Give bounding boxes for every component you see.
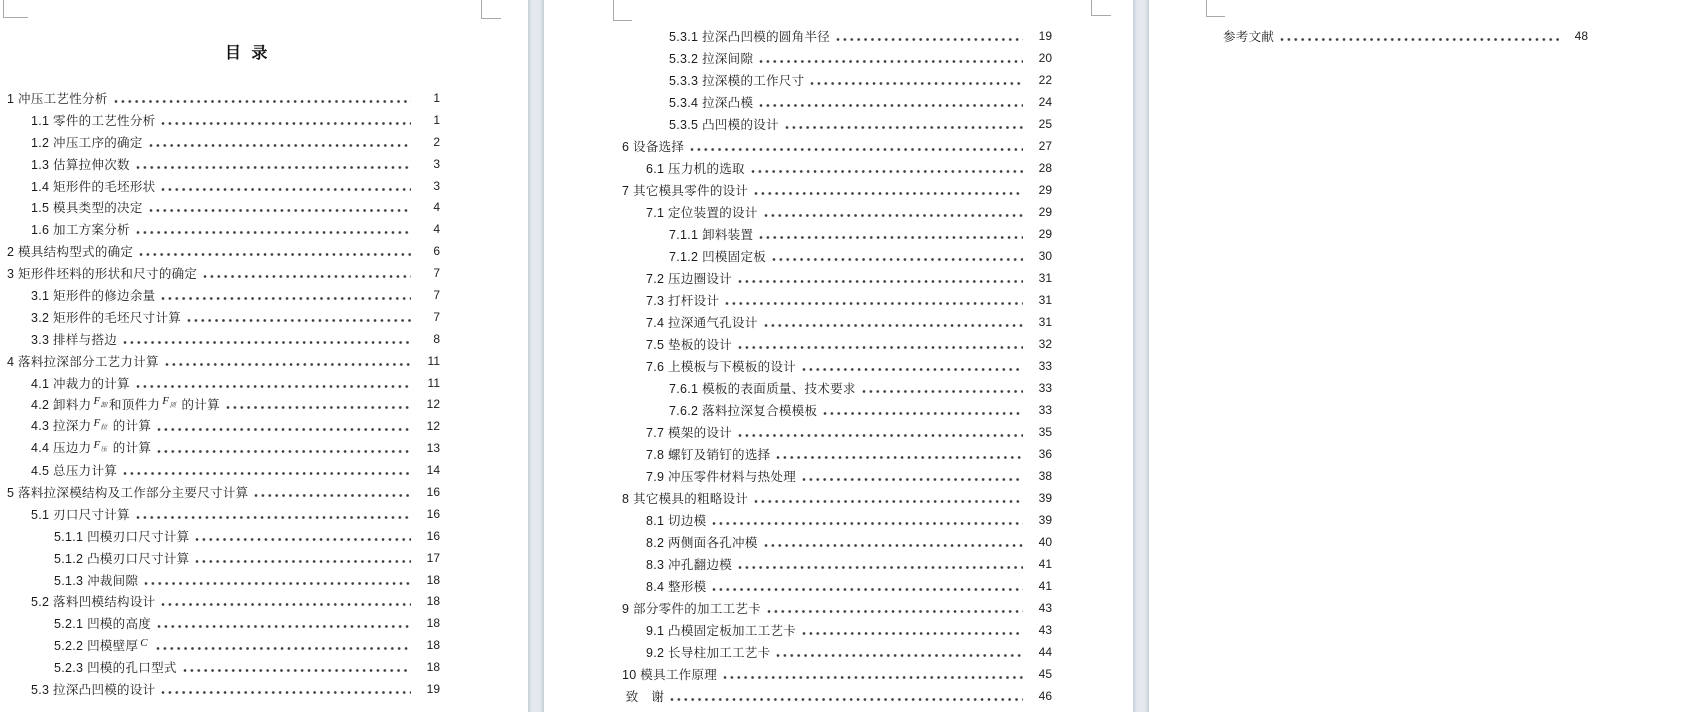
- toc-entry[interactable]: [622, 91, 1052, 113]
- toc-entry[interactable]: [622, 25, 1052, 47]
- toc-entry-page-number: 3: [433, 156, 440, 171]
- toc-entry-page-number: 27: [1038, 139, 1052, 153]
- toc-entry-page-number: 11: [427, 353, 440, 368]
- toc-leader-dots: [801, 619, 1023, 641]
- toc-entry[interactable]: [7, 109, 440, 131]
- toc-entry-label: 5.1.2 凸模刃口尺寸计算: [54, 551, 190, 566]
- toc-entry-label: 7.9 冲压零件材料与热处理: [646, 470, 797, 484]
- toc-entry-page-number: 18: [426, 660, 440, 675]
- toc-entry-label: 4.2 卸料力 $F_卸$ 和顶件力 $F_顶$ 的计算: [31, 395, 220, 412]
- toc-entry-label: 7.4 拉深通气孔设计: [646, 316, 758, 330]
- toc-entry-label: 5.3.5 凸凹模的设计: [669, 118, 779, 132]
- toc-entry-label: 1.5 模具类型的决定: [31, 201, 143, 216]
- toc-leader-dots: [138, 240, 411, 262]
- toc-entry[interactable]: [7, 459, 440, 481]
- text-boundary-mark: [613, 0, 632, 21]
- formula-variable: $F_压$: [93, 438, 107, 454]
- toc-leader-dots: [737, 421, 1023, 443]
- toc-entry[interactable]: [7, 547, 440, 569]
- toc-entry-label: 9 部分零件的加工工艺卡: [622, 602, 762, 616]
- toc-entry-page-number: 31: [1038, 271, 1052, 285]
- toc-entry-page-number: 1: [433, 112, 440, 127]
- text-boundary-mark: [1206, 0, 1225, 17]
- document-page-2: [544, 0, 1133, 712]
- toc-entry[interactable]: [622, 289, 1052, 311]
- toc-leader-dots: [771, 245, 1023, 267]
- toc-entry-page-number: 11: [427, 375, 440, 390]
- toc-entry[interactable]: [7, 284, 440, 306]
- toc-entry[interactable]: [622, 509, 1052, 531]
- toc-entry[interactable]: [622, 487, 1052, 509]
- toc-leader-dots: [775, 443, 1023, 465]
- toc-entry-page-number: 39: [1038, 491, 1052, 505]
- toc-entry-label: 7.7 模架的设计: [646, 426, 733, 440]
- toc-entry-page-number: 18: [426, 594, 440, 609]
- toc-entry[interactable]: [622, 553, 1052, 575]
- toc-entry[interactable]: [622, 245, 1052, 267]
- toc-entry-label: 7 其它模具零件的设计: [622, 184, 749, 198]
- toc-entry-label: 7.8 螺钉及销钉的选择: [646, 448, 771, 462]
- toc-entry[interactable]: [622, 663, 1052, 685]
- toc-entry-label: 7.3 打杆设计: [646, 294, 720, 308]
- toc-entry-label: 1 冲压工艺性分析: [7, 91, 108, 106]
- toc-entry[interactable]: [7, 306, 440, 328]
- toc-entry-label: 7.6.1 模板的表面质量、技术要求: [669, 382, 856, 396]
- toc-leader-dots: [148, 131, 411, 153]
- toc-entry-page-number: 7: [433, 309, 440, 324]
- toc-entry-page-number: 4: [433, 222, 440, 237]
- toc-entry-label: 2 模具结构型式的确定: [7, 245, 134, 260]
- formula-variable: $F_顶$: [162, 395, 176, 410]
- toc-leader-dots: [148, 196, 411, 218]
- toc-entry[interactable]: [7, 196, 440, 218]
- toc-leader-dots: [253, 481, 411, 503]
- toc-entry[interactable]: [622, 135, 1052, 157]
- toc-entry-label: 5.2 落料凹模结构设计: [31, 595, 156, 610]
- toc-entry-label: 1.3 估算拉伸次数: [31, 157, 130, 172]
- toc-leader-dots: [135, 503, 411, 525]
- toc-entry-label: 3.3 排样与搭边: [31, 332, 118, 347]
- toc-entry-page-number: 16: [426, 506, 440, 521]
- toc-entry[interactable]: [7, 262, 440, 284]
- toc-entry-page-number: 7: [433, 266, 440, 281]
- toc-entry[interactable]: [622, 619, 1052, 641]
- toc-entry-label: 4.4 压边力 $F_压$ 的计算: [31, 438, 152, 456]
- toc-leader-dots: [809, 69, 1023, 91]
- toc-leader-dots: [186, 306, 411, 328]
- toc-leader-dots: [194, 547, 411, 569]
- toc-entry-label: 1.6 加工方案分析: [31, 223, 130, 238]
- toc-entry[interactable]: [622, 575, 1052, 597]
- toc-entry-page-number: 4: [433, 200, 440, 215]
- formula-variable: $F_卸$: [93, 395, 107, 410]
- toc-leader-dots: [160, 109, 411, 131]
- toc-entry-label: 4.5 总压力计算: [31, 464, 118, 479]
- toc-entry[interactable]: [7, 218, 440, 240]
- toc-entry-page-number: 33: [1038, 403, 1052, 417]
- text-boundary-mark: [1091, 0, 1111, 16]
- toc-entry[interactable]: [622, 531, 1052, 553]
- toc-list-page-1: [7, 87, 440, 700]
- toc-entry-page-number: 45: [1038, 667, 1052, 681]
- toc-entry[interactable]: [7, 153, 440, 175]
- toc-entry[interactable]: [7, 240, 440, 262]
- toc-entry-label: 5.2.2 凹模壁厚 C: [54, 636, 148, 654]
- toc-entry-label: 5.1 刃口尺寸计算: [31, 507, 130, 522]
- toc-entry-label: 6.1 压力机的选取: [646, 162, 745, 176]
- toc-leader-dots: [763, 201, 1023, 223]
- toc-entry-label: 7.5 垫板的设计: [646, 338, 733, 352]
- toc-entry-label: 1.1 零件的工艺性分析: [31, 113, 156, 128]
- toc-entry-page-number: 16: [426, 528, 440, 543]
- toc-entry-label: 5.3.3 拉深模的工作尺寸: [669, 74, 805, 88]
- toc-entry[interactable]: [7, 175, 440, 197]
- toc-entry[interactable]: [7, 612, 440, 634]
- toc-entry-page-number: 38: [1038, 469, 1052, 483]
- toc-leader-dots: [822, 399, 1023, 421]
- toc-entry-page-number: 41: [1038, 579, 1052, 593]
- toc-entry-page-number: 12: [426, 419, 440, 434]
- toc-leader-dots: [737, 553, 1023, 575]
- toc-leader-dots: [122, 459, 411, 481]
- toc-leader-dots: [156, 612, 411, 634]
- toc-entry-label: 1.2 冲压工序的确定: [31, 135, 143, 150]
- toc-leader-dots: [135, 372, 411, 394]
- toc-entry-page-number: 30: [1038, 249, 1052, 263]
- toc-leader-dots: [711, 509, 1023, 531]
- toc-entry[interactable]: [622, 179, 1052, 201]
- toc-entry-page-number: 43: [1038, 623, 1052, 637]
- toc-entry[interactable]: [622, 201, 1052, 223]
- toc-entry-page-number: 18: [426, 616, 440, 631]
- toc-leader-dots: [156, 437, 411, 459]
- toc-entry-label: 参考文献: [1223, 30, 1275, 44]
- toc-leader-dots: [763, 311, 1023, 333]
- toc-entry-label: 致 谢: [622, 690, 665, 704]
- toc-entry-page-number: 35: [1038, 425, 1052, 439]
- toc-leader-dots: [758, 47, 1023, 69]
- toc-entry[interactable]: [7, 503, 440, 525]
- toc-entry-page-number: 8: [433, 331, 440, 346]
- toc-entry-label: 7.2 压边圈设计: [646, 272, 733, 286]
- toc-leader-dots: [724, 289, 1023, 311]
- toc-leader-dots: [753, 487, 1023, 509]
- formula-variable: $F_拉$: [93, 416, 107, 432]
- toc-entry-label: 5 落料拉深模结构及工作部分主要尺寸计算: [7, 485, 249, 500]
- toc-leader-dots: [753, 179, 1023, 201]
- toc-leader-dots: [202, 262, 411, 284]
- toc-entry[interactable]: [1223, 25, 1588, 47]
- text-boundary-mark: [3, 0, 28, 18]
- toc-entry-page-number: 24: [1038, 95, 1052, 109]
- toc-entry[interactable]: [622, 597, 1052, 619]
- toc-entry-label: 9.2 长导柱加工工艺卡: [646, 646, 771, 660]
- toc-entry-label: 7.1 定位装置的设计: [646, 206, 758, 220]
- toc-entry-page-number: 18: [426, 572, 440, 587]
- toc-entry-page-number: 46: [1038, 689, 1052, 703]
- toc-entry[interactable]: [622, 47, 1052, 69]
- toc-leader-dots: [763, 531, 1023, 553]
- toc-entry-label: 8.3 冲孔翻边模: [646, 558, 733, 572]
- toc-entry-page-number: 31: [1038, 315, 1052, 329]
- toc-leader-dots: [135, 218, 411, 240]
- toc-entry[interactable]: [622, 267, 1052, 289]
- toc-entry[interactable]: [7, 131, 440, 153]
- toc-entry-page-number: 13: [426, 441, 440, 456]
- document-page-3: [1149, 0, 1696, 712]
- toc-entry-label: 8.1 切边模: [646, 514, 707, 528]
- toc-leader-dots: [156, 415, 411, 437]
- toc-entry-label: 5.2.3 凹模的孔口型式: [54, 661, 177, 676]
- toc-entry[interactable]: [622, 113, 1052, 135]
- toc-entry[interactable]: [7, 634, 440, 656]
- toc-entry-page-number: 22: [1038, 73, 1052, 87]
- toc-entry-page-number: 32: [1038, 337, 1052, 351]
- toc-leader-dots: [225, 393, 411, 415]
- toc-entry-label: 7.6 上模板与下模板的设计: [646, 360, 797, 374]
- toc-leader-dots: [835, 25, 1023, 47]
- toc-entry-page-number: 3: [433, 178, 440, 193]
- toc-list-page-3: [1223, 25, 1588, 47]
- toc-entry-label: 8 其它模具的粗略设计: [622, 492, 749, 506]
- toc-leader-dots: [750, 157, 1023, 179]
- toc-entry-label: 7.1.2 凹模固定板: [669, 250, 767, 264]
- toc-entry[interactable]: [622, 333, 1052, 355]
- toc-leader-dots: [122, 328, 411, 350]
- toc-entry-label: 3 矩形件坯料的形状和尺寸的确定: [7, 267, 198, 282]
- toc-entry-label: 9.1 凸模固定板加工工艺卡: [646, 624, 797, 638]
- toc-entry-label: 5.3.4 拉深凸模: [669, 96, 754, 110]
- toc-entry[interactable]: [622, 69, 1052, 91]
- toc-leader-dots: [775, 641, 1023, 663]
- toc-entry-label: 7.6.2 落料拉深复合模模板: [669, 404, 818, 418]
- toc-leader-dots: [689, 135, 1023, 157]
- toc-leader-dots: [861, 377, 1023, 399]
- toc-entry-page-number: 44: [1038, 645, 1052, 659]
- toc-leader-dots: [182, 656, 411, 678]
- toc-entry-page-number: 48: [1574, 29, 1588, 43]
- toc-entry-label: 5.3.1 拉深凸凹模的圆角半径: [669, 30, 831, 44]
- toc-entry-page-number: 19: [1038, 29, 1052, 43]
- toc-entry-page-number: 29: [1038, 183, 1052, 197]
- toc-leader-dots: [669, 685, 1023, 707]
- toc-leader-dots: [801, 355, 1023, 377]
- toc-entry-label: 6 设备选择: [622, 140, 685, 154]
- toc-leader-dots: [160, 175, 411, 197]
- toc-leader-dots: [113, 87, 411, 109]
- toc-leader-dots: [160, 284, 411, 306]
- toc-entry-label: 5.1.1 凹模刃口尺寸计算: [54, 529, 190, 544]
- toc-entry-page-number: 41: [1038, 557, 1052, 571]
- toc-title: 目 录: [225, 45, 268, 62]
- toc-entry-page-number: 16: [426, 484, 440, 499]
- toc-entry-page-number: 33: [1038, 381, 1052, 395]
- toc-leader-dots: [758, 223, 1023, 245]
- toc-entry-page-number: 33: [1038, 359, 1052, 373]
- toc-entry[interactable]: [7, 328, 440, 350]
- toc-leader-dots: [711, 575, 1023, 597]
- toc-entry[interactable]: [622, 465, 1052, 487]
- toc-entry-page-number: 31: [1038, 293, 1052, 307]
- toc-entry-label: 7.1.1 卸料装置: [669, 228, 754, 242]
- toc-entry-label: 4.1 冲裁力的计算: [31, 376, 130, 391]
- page-gap: [528, 0, 544, 712]
- toc-entry-label: 1.4 矩形件的毛坯形状: [31, 179, 156, 194]
- toc-entry-label: 5.3 拉深凸凹模的设计: [31, 682, 156, 697]
- toc-entry[interactable]: [7, 87, 440, 109]
- formula-variable: C: [140, 636, 148, 649]
- toc-entry[interactable]: [7, 525, 440, 547]
- toc-entry-page-number: 36: [1038, 447, 1052, 461]
- toc-entry[interactable]: [7, 678, 440, 700]
- toc-entry[interactable]: [622, 377, 1052, 399]
- toc-entry-page-number: 18: [426, 638, 440, 653]
- toc-entry[interactable]: [7, 415, 440, 437]
- toc-entry[interactable]: [622, 399, 1052, 421]
- toc-entry-page-number: 2: [433, 134, 440, 149]
- toc-entry-page-number: 12: [426, 397, 440, 412]
- toc-leader-dots: [784, 113, 1023, 135]
- document-page-1: [0, 0, 528, 712]
- toc-leader-dots: [194, 525, 411, 547]
- toc-entry-page-number: 19: [426, 681, 440, 696]
- toc-entry-page-number: 14: [426, 463, 440, 478]
- toc-leader-dots: [737, 267, 1023, 289]
- toc-entry-page-number: 43: [1038, 601, 1052, 615]
- toc-entry[interactable]: [622, 223, 1052, 245]
- toc-entry-label: 4.3 拉深力 $F_拉$ 的计算: [31, 416, 152, 434]
- toc-entry[interactable]: [622, 443, 1052, 465]
- toc-leader-dots: [155, 634, 411, 656]
- toc-leader-dots: [758, 91, 1023, 113]
- toc-entry-page-number: 17: [426, 550, 440, 565]
- toc-entry[interactable]: [7, 393, 440, 415]
- toc-leader-dots: [135, 153, 411, 175]
- toc-leader-dots: [164, 350, 411, 372]
- toc-entry-page-number: 25: [1038, 117, 1052, 131]
- toc-leader-dots: [722, 663, 1023, 685]
- toc-leader-dots: [160, 590, 411, 612]
- toc-entry-page-number: 39: [1038, 513, 1052, 527]
- toc-entry-label: 3.2 矩形件的毛坯尺寸计算: [31, 310, 182, 325]
- toc-leader-dots: [801, 465, 1023, 487]
- toc-entry-label: 5.3.2 拉深间隙: [669, 52, 754, 66]
- toc-entry[interactable]: [622, 641, 1052, 663]
- page-gap: [1133, 0, 1149, 712]
- text-boundary-mark: [481, 0, 501, 19]
- toc-entry-label: 4 落料拉深部分工艺力计算: [7, 354, 159, 369]
- toc-entry-page-number: 29: [1038, 227, 1052, 241]
- toc-entry[interactable]: [7, 590, 440, 612]
- toc-entry-label: 10 模具工作原理: [622, 668, 718, 682]
- toc-entry-label: 8.4 整形模: [646, 580, 707, 594]
- toc-entry[interactable]: [7, 569, 440, 591]
- toc-entry[interactable]: [622, 311, 1052, 333]
- toc-entry[interactable]: [622, 355, 1052, 377]
- toc-entry[interactable]: [7, 372, 440, 394]
- toc-entry-label: 3.1 矩形件的修边余量: [31, 288, 156, 303]
- toc-entry-page-number: 29: [1038, 205, 1052, 219]
- toc-leader-dots: [143, 569, 411, 591]
- toc-entry-page-number: 1: [433, 90, 440, 105]
- toc-entry-label: 5.2.1 凹模的高度: [54, 617, 152, 632]
- toc-entry-page-number: 7: [433, 287, 440, 302]
- toc-entry[interactable]: [7, 437, 440, 459]
- toc-entry-page-number: 20: [1038, 51, 1052, 65]
- toc-entry[interactable]: [7, 350, 440, 372]
- toc-entry[interactable]: [622, 421, 1052, 443]
- toc-entry-page-number: 28: [1038, 161, 1052, 175]
- toc-entry-page-number: 6: [433, 244, 440, 259]
- toc-list-page-2: [622, 25, 1052, 707]
- toc-leader-dots: [737, 333, 1023, 355]
- toc-entry[interactable]: [7, 656, 440, 678]
- toc-entry[interactable]: [622, 157, 1052, 179]
- toc-leader-dots: [1279, 25, 1559, 47]
- toc-entry-label: 8.2 两侧面各孔冲模: [646, 536, 758, 550]
- toc-entry[interactable]: [622, 685, 1052, 707]
- toc-leader-dots: [766, 597, 1023, 619]
- toc-entry-label: 5.1.3 冲裁间隙: [54, 573, 139, 588]
- toc-entry[interactable]: [7, 481, 440, 503]
- toc-entry-page-number: 40: [1038, 535, 1052, 549]
- toc-leader-dots: [160, 678, 411, 700]
